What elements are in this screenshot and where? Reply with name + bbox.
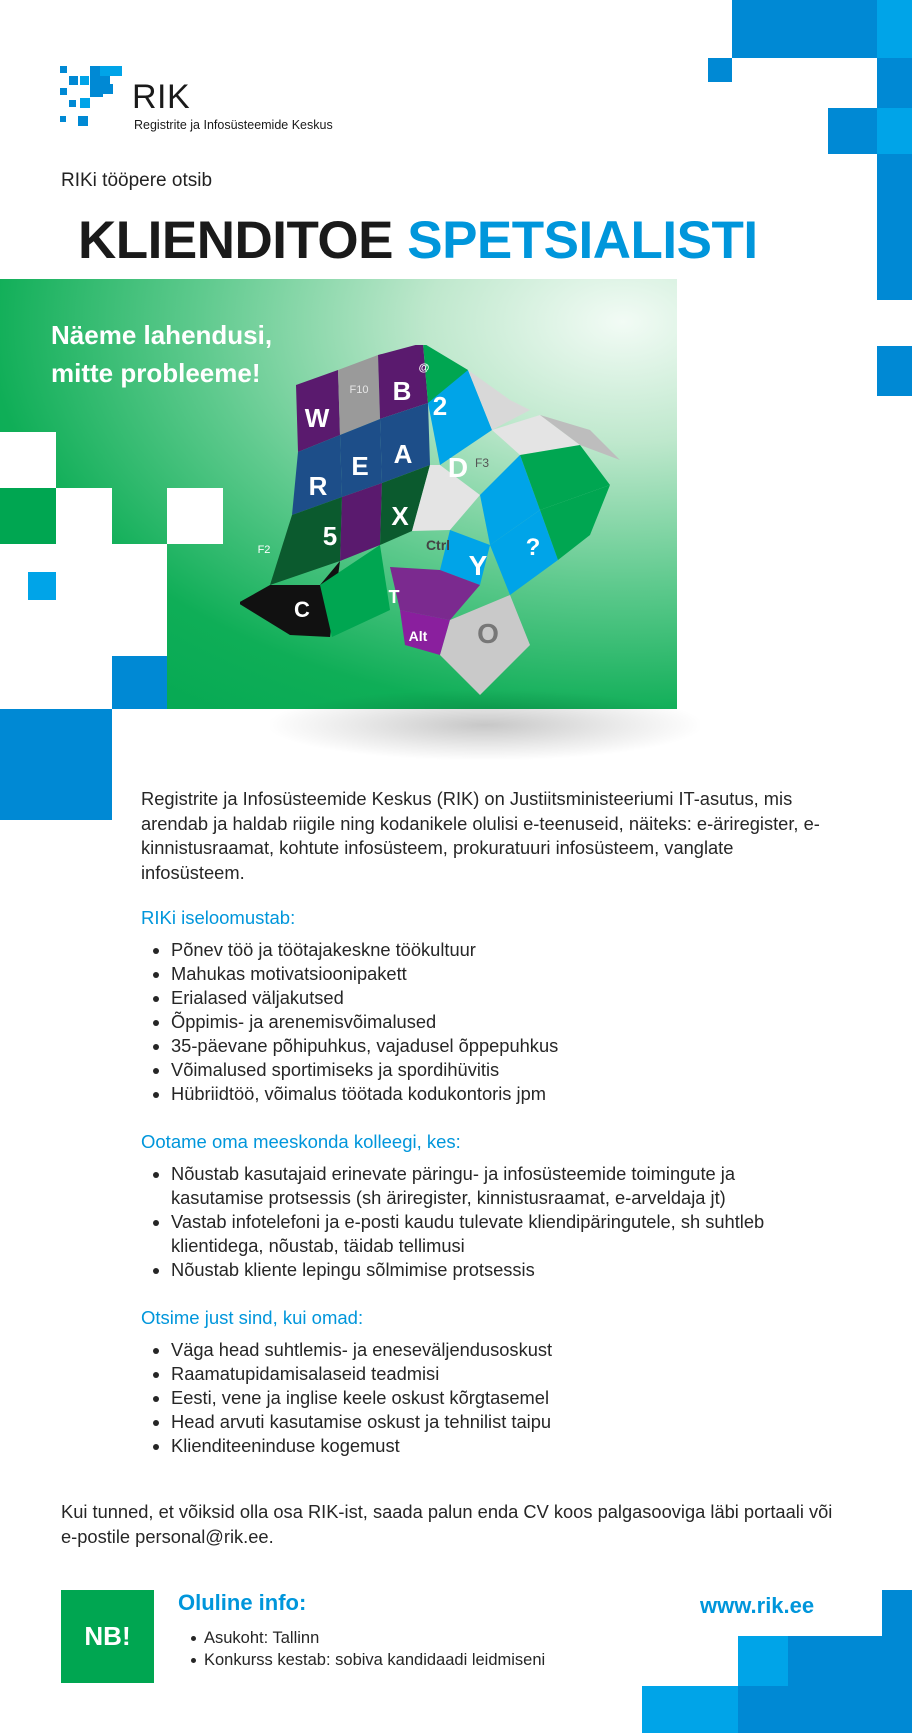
cube-key-o: O [477, 618, 499, 649]
list-item: Väga head suhtlemis- ja eneseväljendusoskust [141, 1338, 841, 1362]
intro-paragraph: Registrite ja Infosüsteemide Keskus (RIK) on Justiitsministeeriumi IT-asutus, mis arendab ja haldab riigile ning kodanikele olulisi e-teenuseid, näiteks: e-äriregister, e-kinnistusraamat, kohtute infosüsteem, prokuratuuri infosüsteem, vanglate infosüsteem. [141, 788, 820, 883]
list-item: Võimalused sportimiseks ja spordihüvitis [141, 1058, 841, 1082]
cube-key-y: Y [468, 550, 488, 581]
title-accent: SPETSIALISTI [407, 211, 758, 270]
hero-tagline-line1: Näeme lahendusi, [51, 320, 273, 350]
section-title: RIKi iseloomustab: [141, 907, 296, 928]
info-list [178, 1627, 545, 1671]
cube-key-ctrl: Ctrl [425, 537, 451, 553]
info-title: Oluline info: [178, 1590, 307, 1615]
list-item: Põnev töö ja töötajakeskne töökultuur [141, 938, 841, 962]
list-item: Asukoht: Tallinn [178, 1627, 545, 1649]
list-item: Õppimis- ja arenemisvõimalused [141, 1010, 841, 1034]
cube-key-t: T [388, 587, 400, 607]
cube-key-5: 5 [322, 521, 338, 551]
rik-logo-mark-icon [60, 64, 126, 128]
cube-key-2: 2 [432, 391, 448, 421]
section-requirements [141, 1307, 841, 1458]
list-item: 35-päevane põhipuhkus, vajadusel õppepuhkus [141, 1034, 841, 1058]
cube-key-c: C [294, 597, 310, 622]
list-item: Nõustab kliente lepingu sõlmimise protsessis [141, 1258, 801, 1282]
section-benefits [141, 907, 841, 1106]
list-item: Raamatupidamisalaseid teadmisi [141, 1362, 841, 1386]
keyboard-cube-illustration [240, 345, 660, 735]
cube-key-f3: F3 [474, 456, 490, 470]
list-item: Konkurss kestab: sobiva kandidaadi leidmiseni [178, 1649, 545, 1671]
duties-list [141, 1162, 801, 1282]
list-item: Eesti, vene ja inglise keele oskust kõrgtasemel [141, 1386, 841, 1410]
list-item: Vastab infotelefoni ja e-posti kaudu tulevate kliendipäringutele, sh suhtleb klientidega, nõustab, täidab tellimusi [141, 1210, 801, 1258]
section-duties [141, 1131, 841, 1282]
list-item: Mahukas motivatsioonipakett [141, 962, 841, 986]
section-title: Ootame oma meeskonda kolleegi, kes: [141, 1131, 461, 1152]
page-title [78, 210, 758, 272]
logo-full-name: Registrite ja Infosüsteemide Keskus [134, 118, 333, 132]
cube-key-alt: Alt [408, 628, 428, 644]
cube-key-d: D [447, 452, 469, 483]
title-dark: KLIENDITOE [78, 211, 393, 270]
list-item: Klienditeeninduse kogemust [141, 1434, 841, 1458]
cube-key-question: ? [525, 534, 541, 561]
cube-key-f10: F10 [349, 384, 369, 396]
cube-key-x: X [391, 501, 409, 531]
cube-key-w: W [304, 403, 330, 433]
cube-key-f2: F2 [257, 544, 271, 556]
hero-tagline-line2: mitte probleeme! [51, 358, 261, 388]
hero-tagline [51, 316, 272, 392]
nb-badge: NB! [61, 1590, 154, 1683]
list-item: Nõustab kasutajaid erinevate päringu- ja infosüsteemide toimingute ja kasutamise protsessis (sh äriregister, kinnistusraamat, e-arveldaja jt) [141, 1162, 801, 1210]
cube-key-e: E [351, 451, 369, 481]
list-item: Erialased väljakutsed [141, 986, 841, 1010]
cube-key-b: B [392, 376, 412, 406]
logo-name: RIK [132, 78, 191, 116]
list-item: Head arvuti kasutamise oskust ja tehnilist taipu [141, 1410, 841, 1434]
list-item: Hübriidtöö, võimalus töötada kodukontoris jpm [141, 1082, 841, 1106]
section-title: Otsime just sind, kui omad: [141, 1307, 364, 1328]
cube-key-at: @ [418, 362, 430, 374]
cube-key-r: R [308, 471, 328, 501]
closing-paragraph: Kui tunned, et võiksid olla osa RIK-ist, saada palun enda CV koos palgasooviga läbi portaali või e-postile personal@rik.ee. [61, 1501, 833, 1547]
kicker-text: RIKi tööpere otsib [61, 170, 213, 191]
benefits-list [141, 938, 841, 1106]
requirements-list [141, 1338, 841, 1458]
website-link[interactable]: www.rik.ee [700, 1593, 815, 1618]
cube-key-a: A [393, 439, 413, 469]
rik-logo [60, 64, 360, 134]
